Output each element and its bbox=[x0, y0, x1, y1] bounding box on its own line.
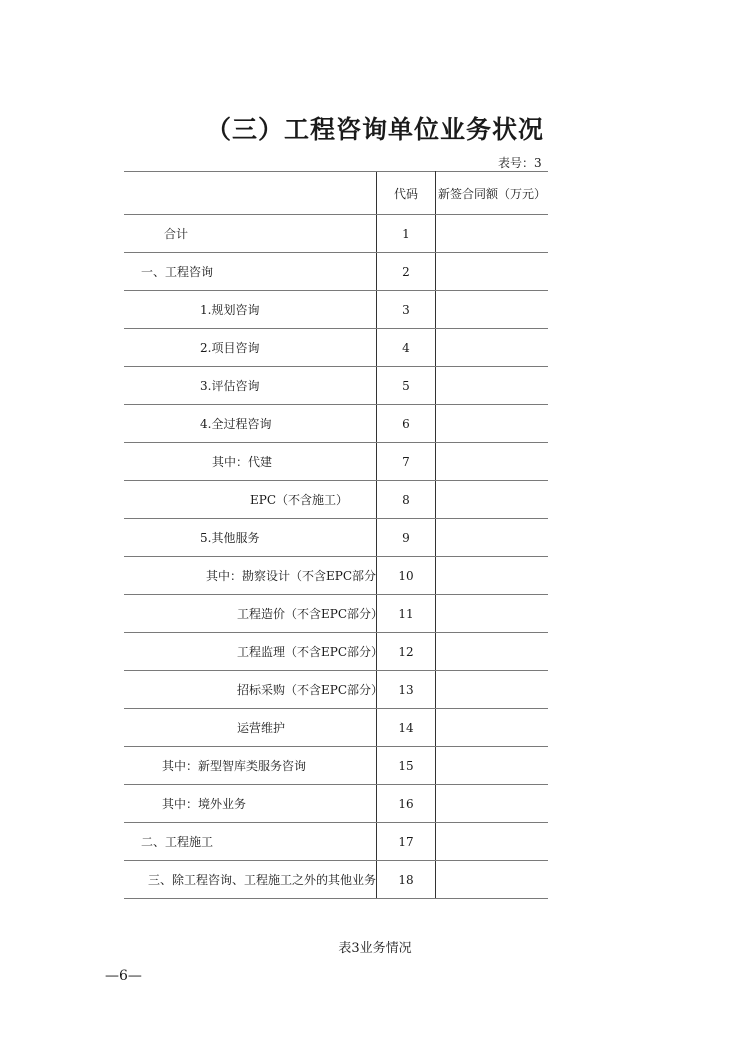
row-value-cell[interactable] bbox=[436, 443, 549, 481]
row-value-cell[interactable] bbox=[436, 481, 549, 519]
row-label-cell bbox=[124, 785, 377, 823]
row-label-cell bbox=[124, 709, 377, 747]
table-row bbox=[124, 481, 548, 519]
page-number: —6— bbox=[105, 968, 142, 984]
row-label-cell bbox=[124, 861, 377, 899]
row-label: 合计 bbox=[164, 227, 189, 241]
row-value-cell[interactable] bbox=[436, 823, 549, 861]
table-row bbox=[124, 785, 548, 823]
row-code-cell: 10 bbox=[377, 557, 436, 595]
row-label: 4.全过程咨询 bbox=[200, 417, 272, 431]
row-label-cell bbox=[124, 253, 377, 291]
row-code-cell: 12 bbox=[377, 633, 436, 671]
row-label-cell bbox=[124, 557, 377, 595]
table-row bbox=[124, 861, 548, 899]
row-label: 其中：新型智库类服务咨询 bbox=[162, 759, 307, 773]
table-row bbox=[124, 633, 548, 671]
row-label: 5.其他服务 bbox=[200, 531, 260, 545]
row-value-cell[interactable] bbox=[436, 671, 549, 709]
row-code-cell: 9 bbox=[377, 519, 436, 557]
table-number: 表号：3 bbox=[498, 156, 542, 170]
business-table-container bbox=[124, 171, 546, 899]
row-value-cell[interactable] bbox=[436, 367, 549, 405]
row-code-cell: 5 bbox=[377, 367, 436, 405]
business-table bbox=[124, 171, 548, 899]
row-value-cell[interactable] bbox=[436, 633, 549, 671]
row-label: 招标采购（不含EPC部分） bbox=[237, 683, 384, 697]
row-value-cell[interactable] bbox=[436, 709, 549, 747]
row-label: 其中：代建 bbox=[212, 455, 273, 469]
row-label: 工程造价（不含EPC部分） bbox=[237, 607, 384, 621]
row-label-cell bbox=[124, 443, 377, 481]
row-value-cell[interactable] bbox=[436, 861, 549, 899]
row-code-cell: 6 bbox=[377, 405, 436, 443]
table-row bbox=[124, 671, 548, 709]
row-code-cell: 8 bbox=[377, 481, 436, 519]
table-row bbox=[124, 291, 548, 329]
row-value-cell[interactable] bbox=[436, 291, 549, 329]
table-row bbox=[124, 709, 548, 747]
row-label: 运营维护 bbox=[237, 721, 286, 735]
table-row bbox=[124, 329, 548, 367]
row-value-cell[interactable] bbox=[436, 329, 549, 367]
row-label-cell bbox=[124, 633, 384, 671]
table-caption: 表3业务情况 bbox=[338, 941, 412, 956]
table-row bbox=[124, 519, 548, 557]
row-code-cell: 1 bbox=[377, 215, 436, 253]
row-label: 2.项目咨询 bbox=[200, 341, 260, 355]
row-code-cell: 14 bbox=[377, 709, 436, 747]
row-value-cell[interactable] bbox=[436, 215, 549, 253]
row-code-cell: 17 bbox=[377, 823, 436, 861]
row-code-cell: 11 bbox=[377, 595, 436, 633]
table-row bbox=[124, 253, 548, 291]
row-code-cell: 3 bbox=[377, 291, 436, 329]
row-code-cell: 18 bbox=[377, 861, 436, 899]
row-label: 其中：境外业务 bbox=[162, 797, 247, 811]
row-label-cell bbox=[124, 291, 377, 329]
row-code-cell: 4 bbox=[377, 329, 436, 367]
page-title: （三）工程咨询单位业务状况 bbox=[205, 115, 544, 144]
row-value-cell[interactable] bbox=[436, 253, 549, 291]
table-row bbox=[124, 215, 548, 253]
row-code-cell: 15 bbox=[377, 747, 436, 785]
table-row bbox=[124, 595, 548, 633]
row-label: EPC（不含施工） bbox=[250, 493, 349, 507]
row-value-cell[interactable] bbox=[436, 595, 549, 633]
row-label: 三、除工程咨询、工程施工之外的其他业务 bbox=[148, 873, 377, 887]
row-code-cell: 16 bbox=[377, 785, 436, 823]
row-value-cell[interactable] bbox=[436, 405, 549, 443]
row-value-cell[interactable] bbox=[436, 747, 549, 785]
table-row bbox=[124, 823, 548, 861]
row-code-cell: 7 bbox=[377, 443, 436, 481]
row-label: 一、工程咨询 bbox=[141, 265, 214, 279]
row-value-cell[interactable] bbox=[436, 519, 549, 557]
row-label-cell bbox=[124, 215, 377, 253]
row-code-cell: 13 bbox=[377, 671, 436, 709]
row-label-cell bbox=[124, 519, 377, 557]
table-row bbox=[124, 405, 548, 443]
header-code-cell: 代码 bbox=[377, 172, 436, 215]
table-row bbox=[124, 367, 548, 405]
row-label-cell bbox=[124, 367, 377, 405]
row-label-cell bbox=[124, 823, 377, 861]
row-label: 二、工程施工 bbox=[141, 835, 214, 849]
row-value-cell[interactable] bbox=[436, 557, 549, 595]
table-row bbox=[124, 557, 548, 595]
row-label-cell bbox=[124, 481, 377, 519]
row-label-cell bbox=[124, 405, 377, 443]
table-row bbox=[124, 443, 548, 481]
row-label: 工程监理（不含EPC部分） bbox=[237, 645, 384, 659]
row-label: 3.评估咨询 bbox=[200, 379, 260, 393]
row-label-cell bbox=[124, 329, 377, 367]
row-label-cell bbox=[124, 747, 377, 785]
row-label: 1.规划咨询 bbox=[200, 303, 260, 317]
row-label: 其中：勘察设计（不含EPC部分 bbox=[206, 569, 377, 583]
row-code-cell: 2 bbox=[377, 253, 436, 291]
row-value-cell[interactable] bbox=[436, 785, 549, 823]
header-name-cell bbox=[124, 172, 377, 215]
row-label-cell bbox=[124, 595, 384, 633]
row-label-cell bbox=[124, 671, 384, 709]
header-value-cell: 新签合同额（万元） bbox=[436, 172, 549, 215]
table-header-row bbox=[124, 172, 548, 215]
table-row bbox=[124, 747, 548, 785]
